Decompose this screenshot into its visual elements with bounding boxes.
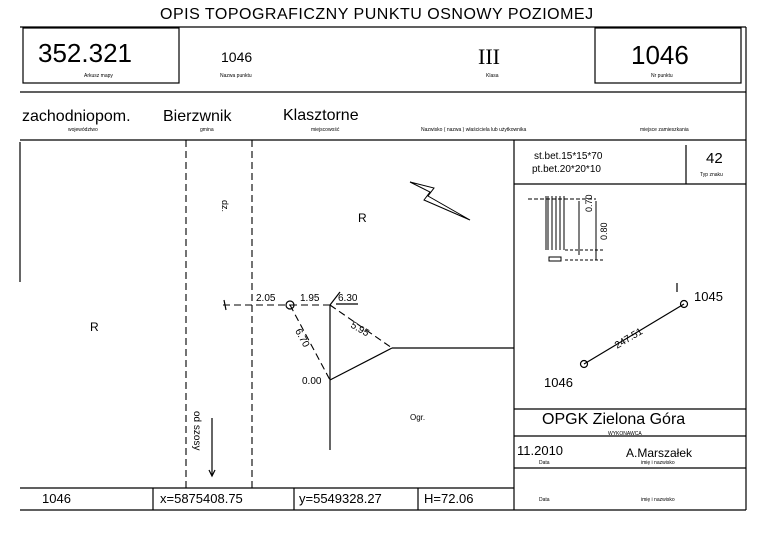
owner-label: Nazwisko ( nazwa ) właściciela lub użytkownika [421,127,527,133]
distance-6-70: 6.70 [292,327,312,350]
land-use-left: R [90,320,99,334]
distance-2-05: 2.05 [256,293,276,304]
marker-type-label: Typ znaku [700,172,723,178]
map-sheet-value: 352.321 [38,38,132,68]
coord-point-number: 1046 [42,491,71,506]
point-number-value: 1046 [631,40,689,70]
marker-description-2: pt.bet.20*20*10 [532,164,601,175]
verifier-date-label: Data [539,497,550,503]
locality-label: miejscowość [311,127,340,133]
land-use-right: R [358,211,367,225]
distance-1-95: 1.95 [300,293,320,304]
point-number-label: Nr punktu [651,73,673,79]
depth-0-70: 0.70 [584,194,594,212]
marker-description-1: st.bet.15*15*70 [534,151,603,162]
executor-office: OPGK Zielona Góra [542,411,686,428]
executor-date-label: Data [539,460,550,466]
voivodeship: zachodniopom. [22,108,131,125]
page-title: OPIS TOPOGRAFICZNY PUNKTU OSNOWY POZIOMEJ [160,6,594,23]
distance-0-00: 0.00 [302,376,322,387]
coord-h: H=72.06 [424,491,474,506]
coord-y: y=5549328.27 [299,491,382,506]
point-name-value: 1046 [221,49,253,65]
distance-5-95: 5.95 [348,320,371,340]
road-marker: dz. [220,200,230,213]
executor-name-label: imię i nazwisko [641,460,675,466]
voivodeship-label: województwo [68,127,98,133]
class-value: III [478,44,500,69]
residence-label: miejsce zamieszkania [640,127,689,133]
class-label: Klasa [486,73,499,79]
marker-type-value: 42 [706,150,723,167]
commune: Bierzwnik [163,108,232,125]
verifier-name-label: imię i nazwisko [641,497,675,503]
locality: Klasztorne [283,107,359,124]
executor-label: WYKONAWCA [608,431,642,437]
neighbor-distance: 247.51 [613,326,645,352]
executor-name: A.Marszałek [626,446,693,460]
point-name-label: Nazwa punktu [220,73,252,79]
coord-x: x=5875408.75 [160,491,243,506]
neighbor-point-1046: 1046 [544,375,573,390]
commune-label: gmina [200,127,214,133]
executor-date: 11.2010 [517,443,564,458]
depth-0-80: 0.80 [599,222,609,240]
fence-label: Ogr. [410,413,426,422]
map-sheet-label: Arkusz mapy [84,73,113,79]
distance-6-30: 6.30 [338,293,358,304]
road-label: od szosy [191,411,202,451]
neighbor-point-1045: 1045 [694,289,723,304]
